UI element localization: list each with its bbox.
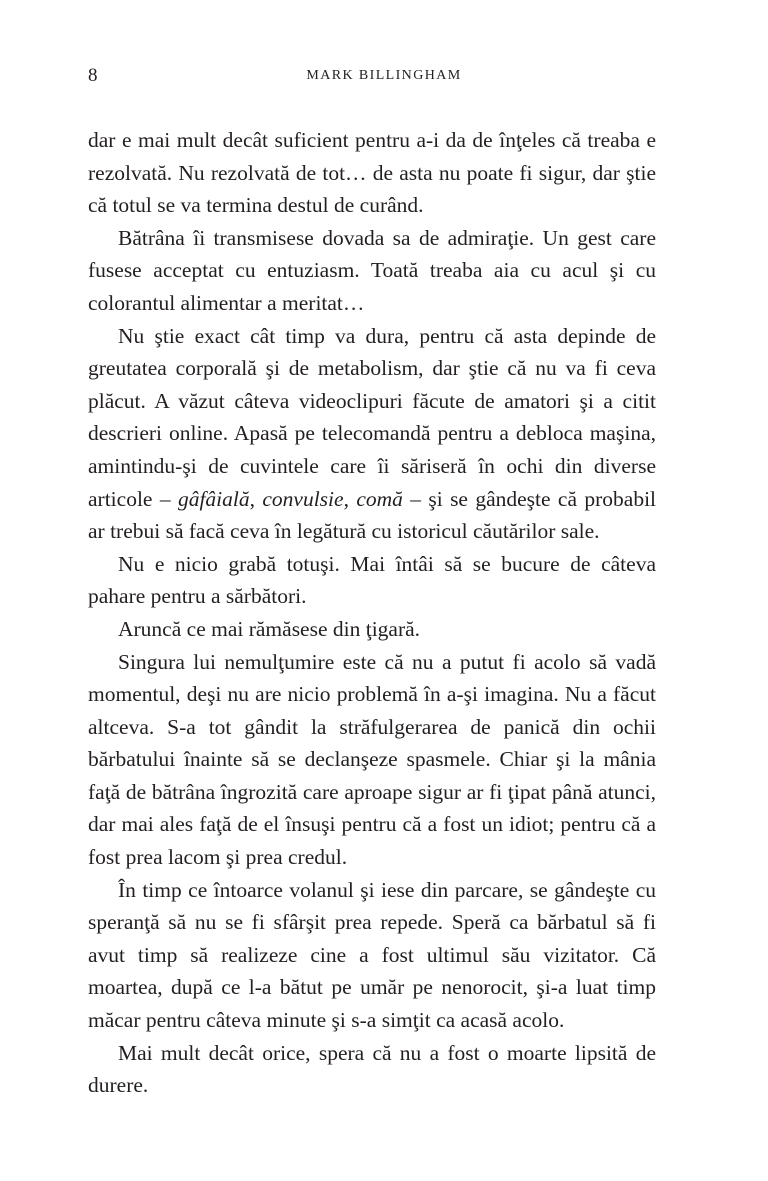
separator: ,	[343, 486, 357, 511]
paragraph: dar e mai mult decât suficient pentru a-i da de înţeles că treaba e rezolvată. Nu rezolvată de tot… de asta nu poate fi sigur, dar ştie că totul se va termina destul de curând.	[88, 128, 656, 218]
paragraph-text: – şi se gândeşte că probabil ar trebui să facă ceva în legătură cu istoricul căutărilor sale.	[88, 486, 657, 544]
paragraph: Aruncă ce mai rămăsese din ţigară.	[118, 616, 421, 641]
paragraph-text: Nu ştie exact cât timp va dura, pentru că asta depinde de greutatea corporală şi de metabolism, dar ştie că nu va fi ceva plăcut. A văzut câteva videoclipuri făcute de amatori şi a citit descrieri online. Apasă pe telecomandă pentru a debloca maşina, amintindu-şi de cuvintele care îi săriseră în ochi din diverse articole –	[88, 323, 656, 511]
page-number: 8	[88, 65, 98, 86]
italic-word: gâfâială	[177, 486, 250, 511]
paragraph: Singura lui nemulţumire este că nu a putut fi acolo să vadă momentul, deşi nu are nicio problemă în a-şi imagina. Nu a făcut altceva. S-a tot gândit la străfulgerarea de panică din ochii bărbatului înainte să se declanşeze spasmele. Chiar şi la mânia faţă de bătrâna îngrozită care aproape sigur ar fi ţipat până atunci, dar mai ales faţă de el însuşi pentru că a fost un idiot; pentru că a fost prea lacom şi prea credul.	[88, 649, 656, 870]
paragraph: În timp ce întoarce volanul şi iese din parcare, se gândeşte cu speranţă să nu se fi sfârşit prea repede. Speră ca bărbatul să fi avut timp să realizeze cine a fost ultimul său vizitator. Că moartea, după ce l-a bătut pe umăr pe nenorocit, şi-a luat timp măcar pentru câteva minute şi s-a simţit ca acasă acolo.	[88, 877, 656, 1033]
running-head: MARK BILLINGHAM	[306, 68, 462, 83]
paragraph: Nu e nicio grabă totuşi. Mai întâi să se bucure de câteva pahare pentru a sărbători.	[88, 551, 656, 609]
paragraph: Bătrâna îi transmisese dovada sa de admiraţie. Un gest care fusese acceptat cu entuziasm. Toată treaba aia cu acul şi cu colorantul alimentar a meritat…	[88, 225, 656, 315]
italic-word: convulsie	[262, 486, 344, 511]
paragraph	[88, 320, 656, 548]
separator: ,	[249, 486, 263, 511]
paragraph: Mai mult decât orice, spera că nu a fost o moarte lipsită de durere.	[88, 1040, 656, 1098]
italic-word: comă	[356, 486, 403, 511]
body-text	[88, 124, 656, 1102]
